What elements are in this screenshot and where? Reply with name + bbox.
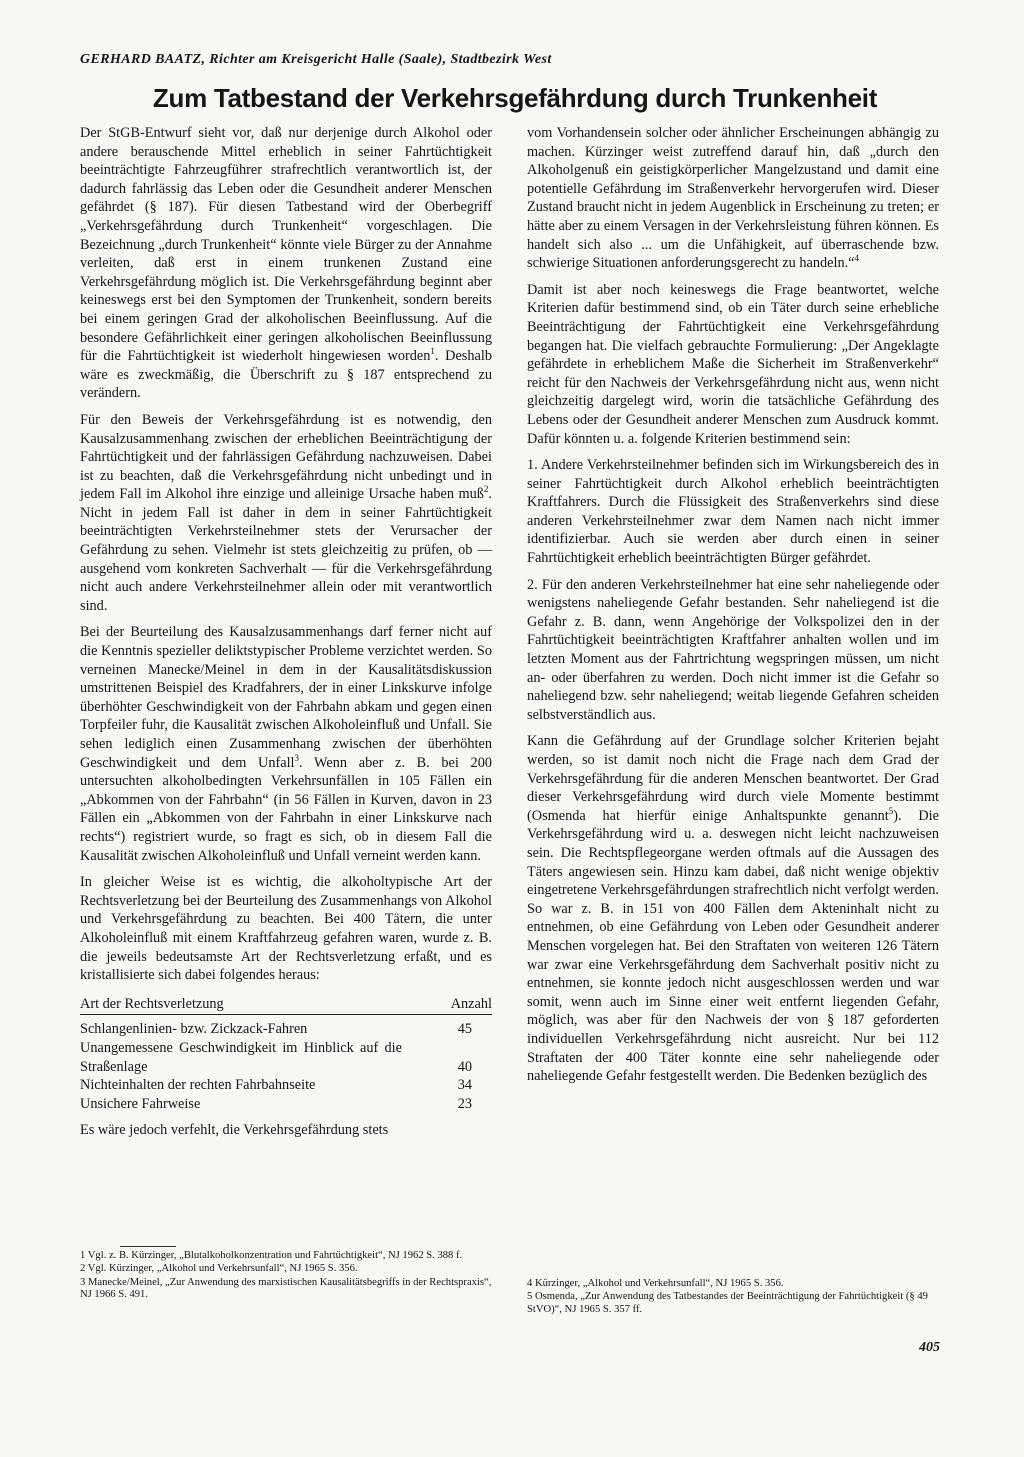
table-cell-label: Unangemessene Geschwindigkeit im Hinblick auf die Straßenlage — [80, 1039, 402, 1075]
footnotes-right — [527, 1278, 947, 1317]
footnote: 4 Kürzinger, „Alkohol und Verkehrsunfall“, NJ 1965 S. 356. — [527, 1278, 784, 1289]
violation-table — [80, 993, 492, 1114]
column-header-violation: Art der Rechtsverletzung — [80, 993, 402, 1015]
footnote-ref: 4 — [854, 253, 860, 264]
author-line: GERHARD BAATZ, Richter am Kreisgericht Halle (Saale), Stadtbezirk West — [80, 52, 552, 67]
footnote-ref: 2 — [483, 484, 489, 495]
article-title: Zum Tatbestand der Verkehrsgefährdung durch Trunkenheit — [152, 83, 878, 113]
paragraph: Es wäre jedoch verfehlt, die Verkehrsgefährdung stets — [80, 1122, 389, 1139]
footnote-ref: 3 — [294, 752, 300, 763]
table-row — [80, 1095, 492, 1114]
column-header-count: Anzahl — [402, 993, 492, 1015]
paragraph: Kann die Gefährdung auf der Grundlage solcher Kriterien bejaht werden, so ist damit noch nicht die Frage nach dem Grad der Verkehrsgefährdung für die anderen Menschen beantwortet. Der Grad dieser Verkehrsgefährdung wird durch viele Momente bestimmt (Osmenda hat hierfür einige Anhaltspunkte genannt$^5$). Die Verkehrsgefährdung wird u. a. deswegen nicht leicht nachzuweisen sein. Die Rechtspflegeorgane werden oftmals auf die Aussagen des Täters angewiesen sein. Hinzu kam dabei, daß nicht wenige objektiv eingetretene Verkehrsgefährdungen strafrechtlich nicht verfolgt werden. So war z. B. in 151 von 400 Fällen dem Akteninhalt nicht zu entnehmen, ob eine Gefährdung von Leben oder Gesundheit anderer Menschen vorgelegen hat. Bei den Straftaten von weiteren 126 Tätern war zwar eine Verkehrsgefährdung dem Sachverhalt positiv nicht zu entnehmen, sie konnte jedoch nicht ausgeschlossen werden und war somit, wenn auch im Sinne einer weit entfernt liegenden Gefahr, möglich, was aber für den Nachweis der von § 187 geforderten individuellen Verkehrsgefährdung nicht ausreicht. Nur bei 112 Straftaten der 400 Täter konnte eine sehr naheliegende oder naheliegende Gefahr festgestellt werden. Die Bedenken bezüglich des — [527, 733, 939, 1085]
table-cell-label: Schlangenlinien- bzw. Zickzack-Fahren — [80, 1021, 308, 1038]
table-cell-count: 40 — [457, 1058, 472, 1075]
table-row — [80, 1015, 492, 1039]
footnote: 2 Vgl. Kürzinger, „Alkohol und Verkehrsunfall“, NJ 1965 S. 356. — [80, 1263, 358, 1275]
left-column — [80, 124, 492, 1148]
paragraph: Für den Beweis der Verkehrsgefährdung ist es notwendig, den Kausalzusammenhang zwischen der erheblichen Beeinträchtigung der Fahrtüchtigkeit und der fahrlässigen Gefährdung nachzuweisen. Dabei ist zu beachten, daß die Verkehrsgefährdung nicht unbedingt und in jedem Fall im Alkohol ihre einzige und alleinige Ursache haben muß$^2$. Nicht in jedem Fall ist daher in dem in seiner Fahrtüchtigkeit beeinträchtigten Verkehrsteilnehmer stets der Verursacher der Gefährdung zu sehen. Vielmehr ist stets gleichzeitig zu prüfen, ob — ausgehend vom konkreten Sachverhalt — für die Verkehrsgefährdung nicht auch andere Verkehrsteilnehmer allein oder mit verantwortlich sind. — [80, 411, 492, 614]
list-item: 1. Andere Verkehrsteilnehmer befinden sich im Wirkungsbereich des in seiner Fahrtüchtigkeit durch Alkohol erheblich beeinträchtigten Kraftfahrers. Durch die Flüssigkeit des Straßenverkehrs sind diese anderen Verkehrsteilnehmer zwar dem Namen nach nicht immer identifizierbar. Auch sie werden aber durch einen in seiner Fahrtüchtigkeit erheblich beeinträchtigten Bürger gefährdet. — [527, 457, 939, 567]
table-cell-count: 45 — [457, 1021, 472, 1038]
footnote: 1 Vgl. z. B. Kürzinger, „Blutalkoholkonzentration und Fahrtüchtigkeit“, NJ 1962 S. 388 f. — [80, 1250, 463, 1261]
footnotes-left — [80, 1246, 500, 1303]
table-header-row — [80, 993, 492, 1015]
paragraph: Damit ist aber noch keineswegs die Frage beantwortet, welche Kriterien dafür bestimmend sind, ob ein Täter durch seine erhebliche Beeinträchtigung der Fahrtüchtigkeit eine Verkehrsgefährdung begangen hat. Die vielfach gebrauchte Formulierung: „Der Angeklagte gefährdete in erheblichem Maße die Sicherheit im Straßenverkehr“ reicht für den Nachweis der Verkehrsgefährdung nicht aus, wenn nicht gleichzeitig dargelegt wird, worin die tatsächliche Gefährdung des Lebens oder der Gesundheit anderer Menschen zum Ausdruck kommt. Dafür könnten u. a. folgende Kriterien bestimmend sein: — [527, 281, 939, 447]
footnote-divider — [120, 1246, 176, 1247]
page-number: 405 — [919, 1340, 940, 1355]
right-column — [527, 124, 939, 1094]
paragraph: Bei der Beurteilung des Kausalzusammenhangs darf ferner nicht auf die Kenntnis spezieller deliktstypischer Probleme verzichtet werden. So verneinen Manecke/Meinel in dem in der Kausalitätsdiskussion umstrittenen Beispiel des Kradfahrers, der in einer Linkskurve infolge überhöhter Geschwindigkeit von der Fahrbahn abkam und gegen einen Torpfeiler fuhr, die Kausalität zwischen Alkoholeinfluß und Unfall. Sie sehen lediglich einen Zusammenhang zwischen der überhöhten Geschwindigkeit und dem Unfall$^3$. Wenn aber z. B. bei 200 untersuchten alkoholbedingten Verkehrsunfällen in 105 Fällen ein „Abkommen von der Fahrbahn“ (in 56 Fällen in Kurven, davon in 23 Fällen ein „Abkommen von der Fahrbahn in einer Linkskurve nach rechts“) registriert wurde, so fragt es sich, ob in diesem Fall die Kausalität zwischen Alkoholeinfluß und Unfall verneint werden kann. — [80, 624, 493, 864]
paragraph: Der StGB-Entwurf sieht vor, daß nur derjenige durch Alkohol oder andere berauschende Mittel erheblich in seiner Fahrtüchtigkeit beeinträchtigte Fahrzeugführer strafrechtlich verantwortlich ist, der dadurch fahrlässig das Leben oder die Gesundheit anderer Menschen gefährdet (§ 187). Für diesen Tatbestand wird der Oberbegriff „Verkehrsgefährdung durch Trunkenheit“ vorgeschlagen. Die Bezeichnung „durch Trunkenheit“ könnte viele Bürger zu der Annahme verleiten, daß erst in einem trunkenen Zustand eine Verkehrsgefährdung möglich ist. Die Verkehrsgefährdung beginnt aber keineswegs erst bei den Symptomen der Trunkenheit, sondern bereits bei einem geringen Grad der alkoholischen Beeinflussung. Auf die besondere Gefährlichkeit einer geringen alkoholischen Beeinflussung für die Fahrtüchtigkeit ist wiederholt hingewiesen worden$^1$. Deshalb wäre es zweckmäßig, die Überschrift zu § 187 entsprechend zu verändern. — [80, 125, 492, 402]
table-cell-count: 23 — [457, 1095, 472, 1112]
table-row — [80, 1039, 492, 1076]
footnote: 3 Manecke/Meinel, „Zur Anwendung des marxistischen Kausalitätsbegriffs in der Rechtspraxis“, NJ 1966 S. 491. — [80, 1276, 492, 1301]
table-cell-label: Nichteinhalten der rechten Fahrbahnseite — [80, 1077, 316, 1094]
footnote: 5 Osmenda, „Zur Anwendung des Tatbestandes der Beeinträchtigung der Fahrtüchtigkeit (§ 49 StVO)“, NJ 1965 S. 357 ff. — [527, 1291, 928, 1315]
list-item: 2. Für den anderen Verkehrsteilnehmer hat eine sehr naheliegende oder wenigstens naheliegende Gefahr bestanden. Sehr naheliegend ist die Gefahr z. B. dann, wenn Angehörige der Volkspolizei den in der Fahrtüchtigkeit beeinträchtigten Kraftfahrer anhalten wollen und im letzten Moment aus der Fahrtrichtung wegspringen müssen, um nicht an- oder überfahren zu werden. Doch nicht immer ist die Gefahr so naheliegend bzw. sehr naheliegend; weitab liegende Gefahren scheiden selbstverständlich aus. — [527, 576, 939, 723]
table-cell-label: Unsichere Fahrweise — [80, 1095, 201, 1112]
table-cell-count: 34 — [457, 1077, 472, 1094]
footnote-ref: 5 — [888, 806, 894, 817]
footnote-ref: 1 — [430, 346, 435, 357]
table-row — [80, 1076, 492, 1095]
paragraph: vom Vorhandensein solcher oder ähnlicher Erscheinungen abhängig zu machen. Kürzinger weist zutreffend darauf hin, daß „durch den Alkoholgenuß ein geistigkörperlicher Mangelzustand und damit eine potentielle Gefährdung im Straßenverkehr hervorgerufen wird. Dieser Zustand braucht nicht in jedem Augenblick in Erscheinung zu treten; er hätte aber zu einem Versagen in der Verkehrsleistung führen können. Es handelt sich also ... um die Unfähigkeit, auf überraschende bzw. schwierige Situationen anforderungsgerecht zu handeln.“$^4$ — [527, 125, 939, 272]
paragraph: In gleicher Weise ist es wichtig, die alkoholtypische Art der Rechtsverletzung bei der Beurteilung des Zusammenhangs von Alkohol und Verkehrsgefährdung zu beachten. Bei 400 Tätern, die unter Alkoholeinfluß mit einem Kraftfahrzeug gefahren waren, wurde z. B. die jeweils bedeutsamste Art der Rechtsverletzung erfaßt, und es kristallisierte sich dabei folgendes heraus: — [80, 874, 492, 984]
